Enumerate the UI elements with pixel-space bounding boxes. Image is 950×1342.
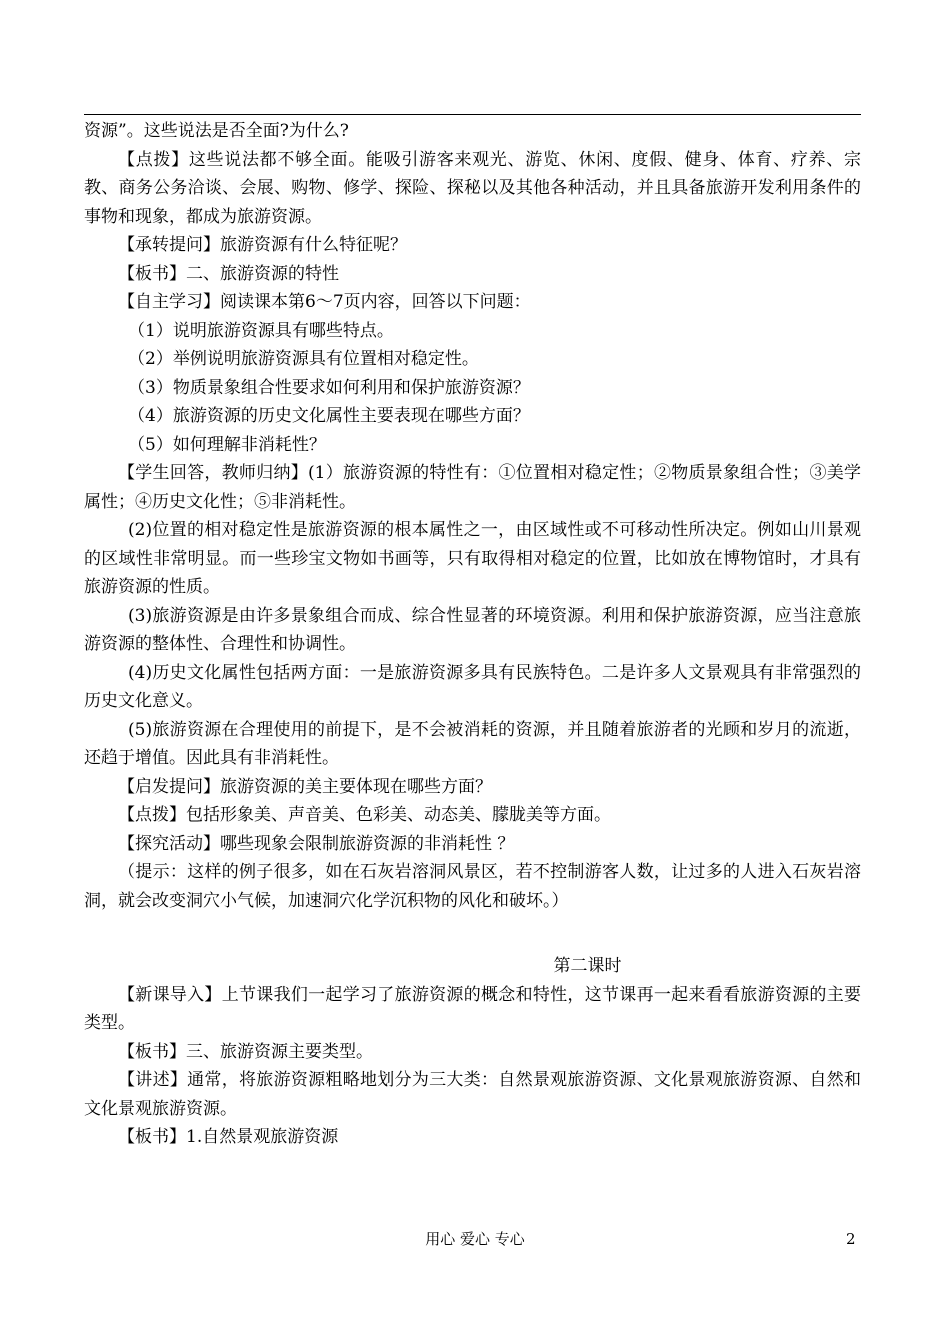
paragraph: (2)位置的相对稳定性是旅游资源的根本属性之一，由区域性或不可移动性所决定。例如山川景观的区域性非常明显。而一些珍宝文物如书画等，只有取得相对稳定的位置，比如放在博物馆时，才具有旅游资源的性质。 (84, 520, 861, 597)
paragraph: 【点拨】包括形象美、声音美、色彩美、动态美、朦胧美等方面。 (118, 805, 611, 825)
paragraph: 【讲述】通常，将旅游资源粗略地划分为三大类：自然景观旅游资源、文化景观旅游资源、自然和文化景观旅游资源。 (84, 1070, 861, 1119)
document-body (84, 117, 861, 1152)
section-gap (84, 915, 861, 952)
paragraph: (5)旅游资源在合理使用的前提下，是不会被消耗的资源，并且随着旅游者的光顾和岁月的流逝，还趋于增值。因此具有非消耗性。 (84, 719, 861, 768)
header-rule (84, 114, 861, 115)
page-number: 2 (846, 1230, 856, 1248)
question-item: （1）说明旅游资源具有哪些特点。 (128, 320, 394, 341)
footer-motto: 用心 爱心 专心 (425, 1230, 525, 1248)
paragraph: 【自主学习】阅读课本第6～7页内容，回答以下问题： (118, 292, 531, 312)
paragraph: 【板书】1.自然景观旅游资源 (118, 1127, 339, 1147)
question-item: （2）举例说明旅游资源具有位置相对稳定性。 (128, 349, 479, 369)
paragraph: （提示：这样的例子很多，如在石灰岩溶洞风景区，若不控制游客人数，让过多的人进入石灰岩溶洞，就会改变洞穴小气候，加速洞穴化学沉积物的风化和破坏。） (84, 862, 861, 911)
paragraph: 【新课导入】上节课我们一起学习了旅游资源的概念和特性，这节课再一起来看看旅游资源的主要类型。 (84, 984, 861, 1033)
question-item: （4）旅游资源的历史文化属性主要表现在哪些方面？ (128, 406, 530, 426)
paragraph: 【点拨】这些说法都不够全面。能吸引游客来观光、游览、休闲、度假、健身、体育、疗养、宗教、商务公务洽谈、会展、购物、修学、探险、探秘以及其他各种活动，并且具备旅游开发利用条件的事物和现象，都成为旅游资源。 (84, 149, 861, 227)
paragraph: 【板书】二、旅游资源的特性 (118, 263, 339, 284)
paragraph: 【启发提问】旅游资源的美主要体现在哪些方面？ (118, 776, 492, 797)
question-item: （3）物质景象组合性要求如何利用和保护旅游资源？ (128, 377, 530, 398)
paragraph: 【学生回答，教师归纳】(1）旅游资源的特性有：①位置相对稳定性；②物质景象组合性；③美学属性；④历史文化性；⑤非消耗性。 (84, 463, 861, 512)
section-title: 第二课时 (553, 956, 622, 976)
paragraph: 【承转提问】旅游资源有什么特征呢？ (118, 235, 407, 255)
paragraph: 资源”。这些说法是否全面?为什么? (84, 121, 349, 141)
paragraph: (3)旅游资源是由许多景象组合而成、综合性显著的环境资源。利用和保护旅游资源，应当注意旅游资源的整体性、合理性和协调性。 (84, 605, 861, 654)
paragraph: 【板书】三、旅游资源主要类型。 (118, 1041, 373, 1062)
question-item: （5）如何理解非消耗性？ (128, 434, 326, 455)
paragraph: (4)历史文化属性包括两方面：一是旅游资源多具有民族特色。二是许多人文景观具有非常强烈的历史文化意义。 (84, 662, 861, 711)
paragraph: 【探究活动】哪些现象会限制旅游资源的非消耗性 ？ (118, 833, 515, 854)
